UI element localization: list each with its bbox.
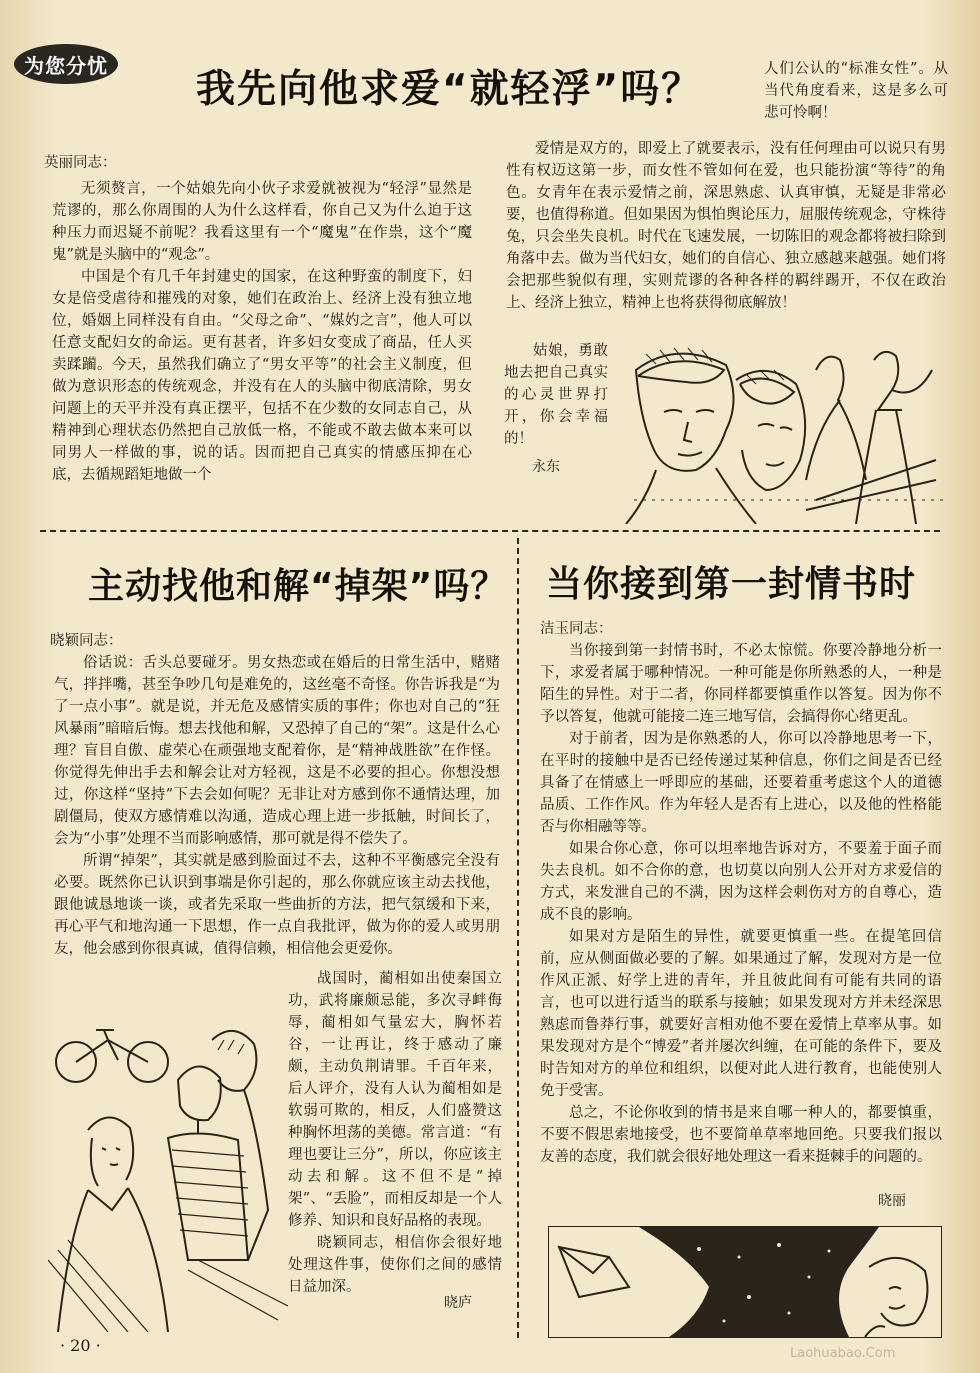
- page-number: · 20 ·: [60, 1336, 101, 1355]
- paragraph: 姑娘，勇敢地去把自己真实的心灵世界打开，你会幸福的！: [504, 343, 608, 447]
- couple-bicycle-illustration: [48, 1010, 288, 1332]
- paragraph: 如果合你心意，你可以坦率地告诉对方，不要羞于面子而失去良机。如不合你的意，也切莫以向别人公开对方求爱信的方式，来发泄自己的不满，因为这样会刺伤对方的自尊心，造成不良的影响。: [540, 841, 942, 923]
- article1-title: 我先向他求爱“就轻浮”吗？: [196, 67, 703, 112]
- article1-author: 永东: [532, 459, 560, 475]
- article1-salutation: 英丽同志：: [44, 155, 117, 171]
- letter-illustration: [548, 1226, 942, 1338]
- paragraph: 总之，不论你收到的情书是来自哪一种人的，都要慎重，不要不假思索地接受，也不要简单草率地回绝。只要我们报以友善的态度，我们就会很好地处理这一看来挺棘手的问题的。: [540, 1105, 942, 1165]
- paragraph: 当你接到第一封情书时，不必太惊慌。你要冷静地分析一下，求爱者属于哪种情况。一种可能是你所熟悉的人，一种是陌生的异性。对于二者，你同样都要慎重作以答复。因为你不予以答复，他就可能接二连三地写信，会搞得你心绪更乱。: [540, 643, 942, 725]
- article3-body: [540, 640, 942, 1168]
- paragraph: 如果对方是陌生的异性，就要更慎重一些。在提笔回信前，应从侧面做必要的了解。如果通过了解，发现对方是一位作风正派、好学上进的青年，并且彼此间有可能有共同的语言，也可以进行适当的联系与接触；如果发现对方并未经深思熟虑而鲁莽行事，就要好言相劝他不要在爱情上草率从事。如果发现对方是个“博爱”者并屡次纠缠，在可能的条件下，要及时告知对方的单位和组织，以便对此人进行教育，也能使别人免于受害。: [540, 929, 942, 1099]
- article3-salutation: 洁玉同志：: [540, 621, 613, 637]
- paragraph: 爱情是双方的，即爱上了就要表示，没有任何理由可以说只有男性有权迈这第一步，而女性不管如何在爱，也只能扮演“等待”的角色。女青年在表示爱情之前，深思熟虑、认真审慎，无疑是非常必要，也值得称道。但如果因为惧怕舆论压力，屈服传统观念，守株待兔，只会坐失良机。时代在飞速发展，一切陈旧的观念都将被扫除到角落中去。做为当代妇女，她们的自信心、独立感越来越强。她们将会把那些貌似有理，实则荒谬的各种各样的羁绊踢开，不仅在政治上、经济上独立，精神上也将获得彻底解放！: [506, 141, 946, 311]
- couple-illustration: [616, 340, 946, 524]
- paragraph: 人们公认的“标准女性”。从当代角度看来，这是多么可悲可怜啊！: [764, 61, 948, 121]
- paragraph: 中国是个有几千年封建史的国家，在这种野蛮的制度下，妇女是倍受虐待和摧残的对象，她们在政治上、经济上没有独立地位，婚姻上同样没有自由。“父母之命”、“媒妁之言”，他人可以任意支配妇女的命运。更有甚者，许多妇女变成了商品，任人买卖蹂躏。今天，虽然我们确立了“男女平等”的社会主义制度，但做为意识形态的传统观念，并没有在人的头脑中彻底清除，男女问题上的天平并没有真正摆平，包括不在少数的女同志自己，从精神到心理状态仍然把自己放低一格，不能或不敢去做本来可以同男人一样做的事，说的话。因而把自己真实的情感压抑在心底，去循规蹈矩地做一个: [52, 269, 472, 483]
- article1-closing: [504, 340, 608, 450]
- paragraph: 战国时，蔺相如出使秦国立功，武将廉颇忌能，多次寻衅侮辱，蔺相如气量宏大，胸怀若谷，一让再让，终于感动了廉颇，主动负荆请罪。千百年来，后人评介，没有人认为蔺相如是软弱可欺的，相反，人们盛赞这种胸怀坦荡的美德。常言道：“有理也要让三分”，所以，你应该主动去和解。这不但不是“掉架”、“丢脸”，而相反却是一个人修养、知识和良好品格的表现。: [288, 971, 502, 1229]
- article2-body: [54, 652, 500, 960]
- article2-author: 晓庐: [444, 1295, 472, 1311]
- article3-author: 晓丽: [878, 1193, 906, 1209]
- article1-body-left: [52, 178, 472, 486]
- column-badge: 为您分忧: [14, 44, 118, 84]
- article3-title: 当你接到第一封情书时: [546, 564, 917, 605]
- paragraph: 晓颖同志，相信你会很好地处理这件事，使你们之间的感情日益加深。: [288, 1235, 502, 1295]
- article1-body-right: [506, 138, 946, 314]
- article2-title: 主动找他和解“掉架”吗？: [88, 566, 508, 607]
- divider-horizontal: [40, 530, 940, 532]
- paragraph: 无须赘言，一个姑娘先向小伙子求爱就被视为“轻浮”显然是荒谬的，那么你周围的人为什么这样看，你自己又为什么迫于这种压力而迟疑不前呢？我看这里有一个“魔鬼”在作祟，这个“魔鬼”就是头脑中的“观念”。: [52, 181, 472, 263]
- divider-vertical: [517, 538, 519, 1338]
- paragraph: 俗话说：舌头总要碰牙。男女热恋或在婚后的日常生活中，赌赌气，拌拌嘴，甚至争吵几句是难免的，这丝毫不奇怪。你告诉我是“为了一点小事”。就是说，并无危及感情实质的事件；你也对自己的“狂风暴雨”暗暗后悔。想去找他和解，又恐掉了自己的“架”。这是什么心理？盲目自傲、虚荣心在顽强地支配着你，是“精神战胜欲”在作怪。你觉得先伸出手去和解会让对方轻视，这是不必要的担心。你想没想过，你这样“坚持”下去会如何呢？无非让对方感到你不通情达理，加剧僵局，使双方感情难以沟通，造成心理上进一步抵触，时间长了，会为“小事”处理不当而影响感情，那可就是得不偿失了。: [54, 655, 500, 847]
- article2-body-narrow: [288, 968, 502, 1298]
- article2-salutation: 晓颖同志：: [50, 633, 123, 649]
- watermark: Laohuabao.Com: [790, 1346, 896, 1361]
- paragraph: 所谓“掉架”，其实就是感到脸面过不去，这种不平衡感完全没有必要。既然你已认识到事端是你引起的，那么你就应该主动去找他，跟他诚恳地谈一谈，或者先采取一些曲折的方法，把气氛缓和下来，再心平气和地沟通一下思想，作一点自我批评，做为你的爱人或男朋友，他会感到你很真诚，值得信赖，相信他会更爱你。: [54, 853, 500, 957]
- paragraph: 对于前者，因为是你熟悉的人，你可以冷静地思考一下，在平时的接触中是否已经传递过某种信息，你们之间是否已经具备了在情感上一呼即应的基础，还要着重考虑这个人的道德品质、工作作风。作为年轻人是否有上进心，以及他的性格能否与你相融等等。: [540, 731, 942, 835]
- article1-continuation: [764, 58, 948, 124]
